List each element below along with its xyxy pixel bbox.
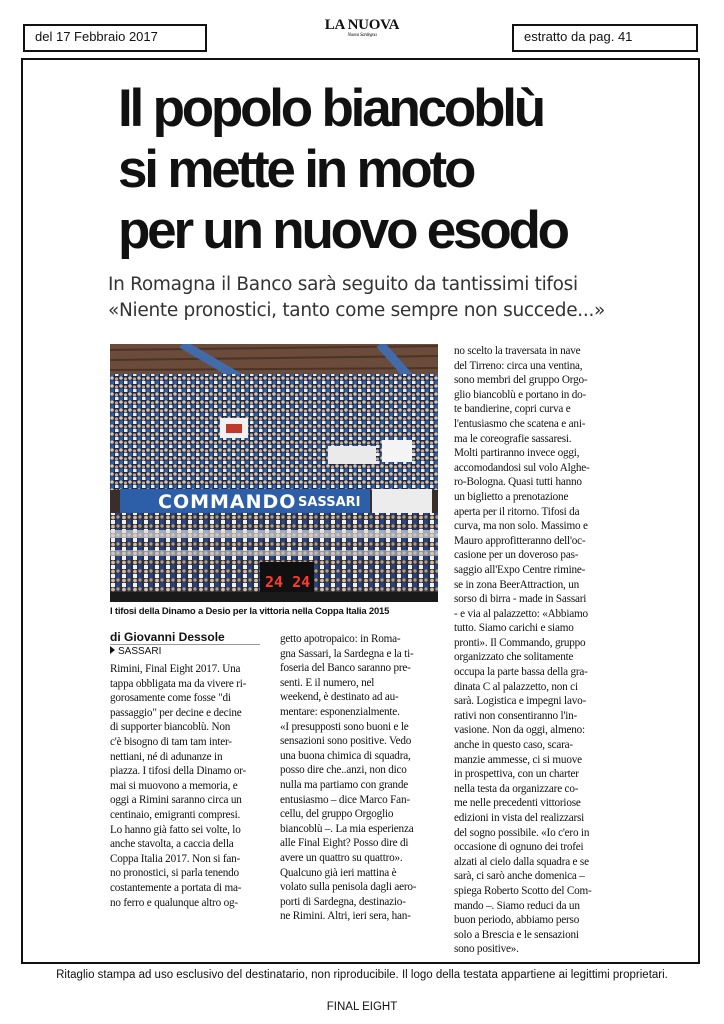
column-line: vasione. Non da oggi, almeno: [454,724,585,737]
subhead-line-1: In Romagna il Banco sarà seguito da tantissimi tifosi [108,274,578,295]
section-label: FINAL EIGHT [326,1001,398,1013]
column-line: di supporter biancoblù. Non [110,721,231,734]
column-line: biancoblù –. La mia esperienza [280,822,414,835]
column-line: tutto. Siamo carichi e siamo [454,622,574,635]
article-subhead [108,272,698,324]
column-line: ro-Bologna. Quasi tutti hanno [454,476,582,489]
column-line: l'entusiasmo che scatena e ani- [454,417,586,430]
column-line: rativi non consentiranno l'in- [454,709,578,722]
column-line: glio biancoblù e portano in do- [454,388,587,401]
column-line: una buona chimica di squadra, [280,749,411,762]
column-line: piazza. I tifosi della Dinamo or- [110,765,247,778]
column-line: senti. E il numero, nel [280,676,375,689]
column-line: Qualcuno già ieri mattina è [280,866,397,879]
column-line: cellu, del gruppo Orgoglio [280,808,394,821]
column-line: organizzato che solitamente [454,651,574,664]
newspaper-logo [300,18,424,39]
column-line: no ferro e qualunque altro og- [110,896,238,909]
column-line: sono positive». [454,943,519,956]
column-line: pronti». Il Commando, gruppo [454,636,586,649]
column-line: mai si muovono a memoria, e [110,779,238,792]
column-line: sorso di birra - made in Sassari [454,593,587,606]
column-line: nella testa da organizzare co- [454,782,579,795]
column-line: avere un quattro su quattro». [280,851,403,864]
column-line: accomodandosi sul volo Alghe- [454,461,590,474]
banner-commando: COMMANDO [158,491,297,513]
column-line: getto apotropaico: in Roma- [280,633,401,645]
edition-date: del 17 Febbraio 2017 [35,29,158,44]
column-line: manzie ammesse, ci si muove [454,753,582,766]
date-box [23,24,207,52]
column-line: Mauro approfitteranno dell'oc- [454,534,586,547]
column-line: edizioni in vista del realizzarsi [454,812,585,824]
column-line: in prospettiva, con un charter [454,768,579,781]
column-line: sarà. Logistica e impegni lavo- [454,695,587,708]
column-line: del sogno possibile. «Io c'ero in [454,826,590,839]
column-line: oggi a Rimini saranno circa un [110,794,242,807]
column-line: te bandierine, copri curva e [454,403,571,416]
article-column-3 [454,344,698,957]
column-line: ma le coreografie sassaresi. [454,432,572,445]
photo-caption: I tifosi della Dinamo a Desio per la vittoria nella Coppa Italia 2015 [110,606,390,617]
column-line: buon periodo, abbiamo perso [454,914,580,927]
copyright-disclaimer: Ritaglio stampa ad uso esclusivo del destinatario, non riproducibile. Il logo della testata appartiene ai legittimi proprietari. [56,969,668,981]
scoreboard: 24 24 [265,573,311,591]
author-divider [110,644,260,645]
column-line: Molti partiranno invece oggi, [454,447,580,460]
column-line: porti di Sardegna, destinazio- [280,895,406,908]
column-line: alle Final Eight? Posso dire di [280,837,409,850]
dateline-location: SASSARI [118,646,162,657]
column-line: costantemente a portata di ma- [110,881,242,894]
column-line: anche in questo caso, scara- [454,739,573,752]
column-line: mando –. Siamo reduci da un [454,899,580,912]
column-line: sensazioni sono positive. Vedo [280,735,412,748]
column-line: sarà, ci sarò anche domenica – [454,870,585,883]
headline-line-3: per un nuovo esodo [118,201,567,260]
column-line: casione per un doveroso pas- [454,549,579,562]
article-column-2 [280,632,440,924]
column-line: - e via al palazzetto: «Abbiamo [454,607,588,620]
column-line: anche stavolta, a caccia della [110,838,234,851]
column-line: mentare: esponenzialmente. [280,705,400,718]
column-line: gna Sassari, la Sardegna e la ti- [280,647,414,660]
column-line: occupa la parte bassa della gra- [454,666,588,679]
column-line: se in zona BeerAttraction, un [454,578,579,591]
article-column-1 [110,662,268,910]
column-line: alzati al cielo dalla squadra e se [454,855,589,868]
column-line: curva, ma non solo. Massimo e [454,520,588,533]
column-line: passaggio" per decine e decine [110,706,242,719]
column-line: Rimini, Final Eight 2017. Una [110,663,241,675]
column-line: foseria del Banco saranno pre- [280,662,411,675]
fans-photo [110,344,438,602]
column-line: occasione di ognuno dei trofei [454,841,584,854]
page-reference: estratto da pag. 41 [524,29,633,44]
column-line: sono membri del gruppo Orgo- [454,374,588,387]
column-line: me nelle precedenti vittoriose [454,797,581,810]
column-line: no scelto la traversata in nave [454,345,581,357]
column-line: gorosamente come fosse "di [110,692,231,705]
column-line: entusiasmo – dice Marco Fan- [280,793,410,806]
column-line: tappa obbligata ma da vivere ri- [110,677,247,690]
column-line: volato sulla penisola dagli aero- [280,881,417,894]
column-line: un biglietto a prenotazione [454,490,569,503]
column-line: del Tirreno: circa una ventina, [454,359,583,372]
column-line: centinaio, emigranti compresi. [110,808,241,821]
column-line: nettiani, né di adunanze in [110,750,223,763]
dateline [110,646,161,658]
author: di Giovanni Dessole [110,630,225,644]
column-line: aperta per il ritorno. Tifosi da [454,505,580,518]
headline-line-1: Il popolo biancoblù [118,79,543,138]
article-headline [118,78,698,261]
column-line: no pronostici, si parla tenendo [110,867,239,880]
headline-line-2: si mette in moto [118,140,474,199]
column-line: Coppa Italia 2017. Non si fan- [110,852,241,865]
column-line: «I presupposti sono buoni e le [280,720,409,733]
column-line: solo a Brescia e le sensazioni [454,928,579,941]
column-line: c'è bisogno di tam tam inter- [110,735,232,748]
logo-subtitle: Nuova Sardegna [347,33,377,38]
column-line: weekend, è destinato ad au- [280,691,399,704]
banner-sassari: SASSARI [298,495,361,510]
page-box [512,24,698,52]
column-line: dinata C al palazzetto, non ci [454,680,578,693]
column-line: Lo hanno già fatto sei volte, lo [110,823,241,836]
column-line: ne Rimini. Altri, ieri sera, han- [280,910,411,923]
subhead-line-2: «Niente pronostici, tanto come sempre non succede...» [108,300,606,321]
column-line: posso dire che..anzi, non dico [280,764,407,777]
column-line: nulla ma partiamo con grande [280,778,408,791]
column-line: saggio all'Expo Centre rimine- [454,563,586,576]
logo-text: LA NUOVA [324,17,400,33]
triangle-icon [110,646,115,654]
column-line: spiega Roberto Scotto del Com- [454,884,592,897]
